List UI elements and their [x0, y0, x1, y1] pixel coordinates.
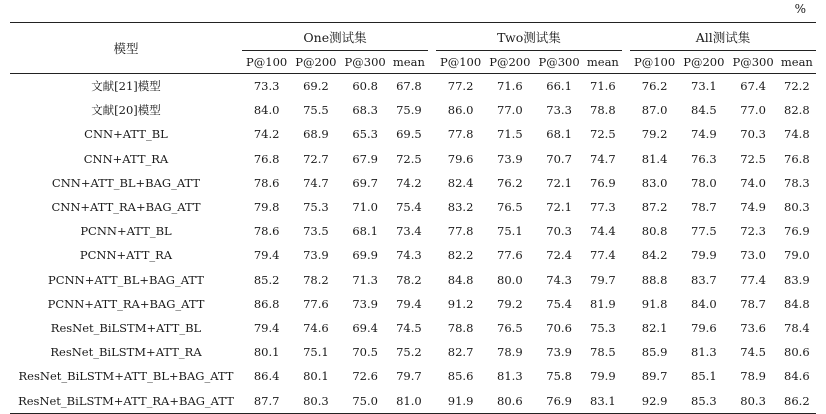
group-gap: [622, 171, 630, 195]
value-cell: 79.8: [253, 200, 280, 215]
value-cell: 79.4: [253, 320, 280, 335]
value-cell: 75.1: [303, 345, 329, 360]
metric-header: P@100: [246, 55, 288, 69]
value-cell: 80.3: [740, 393, 766, 408]
value-cell: 68.9: [303, 127, 329, 142]
group-gap: [428, 364, 436, 388]
value-cell: 69.2: [303, 79, 329, 94]
group-header-row: [10, 23, 816, 51]
model-column-header: 模型: [113, 41, 139, 56]
model-name-cell: 文献[21]模型: [91, 79, 161, 94]
value-cell: 78.8: [447, 320, 474, 335]
metric-header: P@200: [295, 55, 337, 69]
value-cell: 80.8: [641, 224, 668, 239]
group-gap: [622, 268, 630, 292]
table-row: [10, 195, 816, 219]
value-cell: 74.6: [303, 320, 329, 335]
value-cell: 86.4: [253, 369, 280, 384]
value-cell: 73.3: [546, 103, 572, 118]
group-gap: [428, 268, 436, 292]
metric-header: P@100: [440, 55, 482, 69]
group-gap: [622, 74, 630, 99]
model-name-cell: PCNN+ATT_BL: [80, 224, 172, 239]
group-gap: [428, 23, 436, 51]
value-cell: 69.7: [352, 175, 378, 190]
value-cell: 74.7: [590, 151, 616, 166]
value-cell: 75.4: [546, 296, 572, 311]
value-cell: 87.7: [253, 393, 280, 408]
group-gap: [622, 340, 630, 364]
value-cell: 77.4: [590, 248, 616, 263]
table-row: [10, 268, 816, 292]
value-cell: 86.0: [447, 103, 474, 118]
value-cell: 73.4: [396, 224, 422, 239]
value-cell: 87.2: [641, 200, 668, 215]
value-cell: 77.3: [590, 200, 616, 215]
value-cell: 80.6: [497, 393, 523, 408]
group-gap: [428, 51, 436, 74]
metric-header: P@100: [633, 55, 676, 69]
value-cell: 67.9: [352, 151, 378, 166]
value-cell: 83.7: [691, 272, 717, 287]
model-name-cell: ResNet_BiLSTM+ATT_BL+BAG_ATT: [18, 369, 234, 384]
model-name-cell: PCNN+ATT_RA: [79, 248, 173, 263]
value-cell: 73.9: [497, 151, 523, 166]
value-cell: 74.7: [303, 175, 329, 190]
value-cell: 71.5: [497, 127, 523, 142]
value-cell: 73.9: [546, 345, 572, 360]
value-cell: 78.9: [497, 345, 523, 360]
value-cell: 69.5: [396, 127, 422, 142]
group-gap: [622, 195, 630, 219]
value-cell: 75.0: [352, 393, 378, 408]
value-cell: 85.9: [641, 345, 668, 360]
group-gap: [428, 340, 436, 364]
value-cell: 86.8: [253, 296, 280, 311]
value-cell: 84.5: [691, 103, 717, 118]
value-cell: 78.0: [691, 175, 717, 190]
value-cell: 72.4: [546, 248, 572, 263]
group-gap: [622, 147, 630, 171]
value-cell: 74.0: [740, 175, 766, 190]
group-gap: [428, 171, 436, 195]
value-cell: 73.3: [253, 79, 280, 94]
model-name-cell: PCNN+ATT_RA+BAG_ATT: [47, 296, 205, 311]
value-cell: 73.9: [303, 248, 329, 263]
value-cell: 70.3: [546, 224, 572, 239]
group-header-all: All测试集: [630, 23, 816, 51]
value-cell: 74.9: [691, 127, 717, 142]
value-cell: 71.0: [352, 200, 378, 215]
value-cell: 88.8: [641, 272, 668, 287]
model-name-cell: ResNet_BiLSTM+ATT_RA+BAG_ATT: [18, 393, 234, 408]
value-cell: 74.2: [253, 127, 280, 142]
value-cell: 82.8: [784, 103, 810, 118]
metric-header: P@300: [732, 55, 774, 69]
value-cell: 72.1: [546, 200, 572, 215]
table-row: [10, 122, 816, 146]
value-cell: 79.2: [497, 296, 523, 311]
value-cell: 82.4: [447, 175, 474, 190]
metric-header: P@200: [683, 55, 725, 69]
table-row: [10, 364, 816, 388]
value-cell: 84.8: [784, 296, 810, 311]
group-gap: [428, 195, 436, 219]
value-cell: 85.6: [447, 369, 474, 384]
group-gap: [622, 388, 630, 413]
value-cell: 84.2: [641, 248, 668, 263]
value-cell: 69.9: [352, 248, 378, 263]
value-cell: 72.3: [740, 224, 766, 239]
model-name-cell: ResNet_BiLSTM+ATT_RA: [50, 345, 202, 360]
value-cell: 79.2: [641, 127, 668, 142]
value-cell: 84.6: [784, 369, 810, 384]
value-cell: 84.0: [253, 103, 280, 118]
table-row: [10, 292, 816, 316]
value-cell: 79.9: [590, 369, 616, 384]
value-cell: 78.4: [784, 320, 810, 335]
value-cell: 78.7: [691, 200, 717, 215]
value-cell: 78.8: [590, 103, 616, 118]
value-cell: 75.1: [497, 224, 523, 239]
group-gap: [428, 98, 436, 122]
group-gap: [428, 147, 436, 171]
value-cell: 73.5: [303, 224, 329, 239]
value-cell: 76.2: [641, 79, 668, 94]
value-cell: 72.1: [546, 175, 572, 190]
value-cell: 84.8: [447, 272, 474, 287]
value-cell: 73.1: [691, 79, 717, 94]
value-cell: 67.4: [740, 79, 766, 94]
value-cell: 85.2: [253, 272, 280, 287]
value-cell: 80.3: [303, 393, 329, 408]
value-cell: 81.3: [497, 369, 523, 384]
value-cell: 77.8: [447, 127, 474, 142]
value-cell: 80.6: [784, 345, 810, 360]
value-cell: 72.5: [740, 151, 766, 166]
group-gap: [428, 316, 436, 340]
group-gap: [428, 292, 436, 316]
value-cell: 83.2: [447, 200, 474, 215]
value-cell: 77.5: [691, 224, 717, 239]
metric-header: P@200: [489, 55, 531, 69]
value-cell: 79.7: [590, 272, 616, 287]
metric-header: mean: [586, 55, 619, 69]
value-cell: 72.5: [396, 151, 422, 166]
model-name-cell: CNN+ATT_RA+BAG_ATT: [51, 200, 201, 215]
group-header-one: One测试集: [242, 23, 428, 51]
group-gap: [622, 51, 630, 74]
value-cell: 76.5: [497, 200, 523, 215]
value-cell: 80.1: [253, 345, 280, 360]
value-cell: 77.6: [303, 296, 329, 311]
value-cell: 75.9: [396, 103, 422, 118]
value-cell: 78.2: [396, 272, 422, 287]
value-cell: 72.2: [784, 79, 810, 94]
value-cell: 78.5: [590, 345, 616, 360]
value-cell: 81.4: [641, 151, 668, 166]
value-cell: 73.9: [352, 296, 378, 311]
value-cell: 77.0: [497, 103, 523, 118]
value-cell: 66.1: [546, 79, 572, 94]
value-cell: 73.6: [740, 320, 766, 335]
value-cell: 79.6: [447, 151, 474, 166]
table-row: [10, 171, 816, 195]
value-cell: 75.3: [590, 320, 616, 335]
value-cell: 83.1: [590, 393, 616, 408]
group-gap: [428, 74, 436, 99]
model-name-cell: 文献[20]模型: [91, 103, 161, 118]
group-gap: [622, 23, 630, 51]
group-gap: [428, 243, 436, 267]
value-cell: 78.6: [253, 224, 280, 239]
value-cell: 76.3: [691, 151, 717, 166]
value-cell: 79.9: [691, 248, 717, 263]
group-gap: [622, 219, 630, 243]
group-gap: [428, 122, 436, 146]
group-gap: [428, 219, 436, 243]
value-cell: 89.7: [641, 369, 668, 384]
value-cell: 76.8: [253, 151, 280, 166]
value-cell: 79.0: [784, 248, 810, 263]
value-cell: 91.2: [447, 296, 474, 311]
value-cell: 81.9: [590, 296, 616, 311]
value-cell: 81.0: [396, 393, 422, 408]
table-row: [10, 98, 816, 122]
value-cell: 60.8: [352, 79, 378, 94]
value-cell: 75.5: [303, 103, 329, 118]
group-gap: [622, 122, 630, 146]
value-cell: 77.4: [740, 272, 766, 287]
value-cell: 74.8: [784, 127, 810, 142]
value-cell: 68.1: [352, 224, 378, 239]
table-row: [10, 243, 816, 267]
metric-header: P@300: [344, 55, 386, 69]
value-cell: 75.8: [546, 369, 572, 384]
value-cell: 76.8: [784, 151, 810, 166]
table-row: [10, 316, 816, 340]
group-gap: [622, 316, 630, 340]
value-cell: 78.7: [740, 296, 766, 311]
value-cell: 67.8: [396, 79, 422, 94]
metric-header: P@300: [538, 55, 580, 69]
value-cell: 76.2: [497, 175, 523, 190]
value-cell: 71.6: [590, 79, 616, 94]
value-cell: 85.3: [691, 393, 717, 408]
value-cell: 70.3: [740, 127, 766, 142]
value-cell: 76.9: [784, 224, 810, 239]
model-name-cell: CNN+ATT_BL+BAG_ATT: [51, 175, 201, 190]
group-gap: [428, 388, 436, 413]
value-cell: 74.4: [590, 224, 616, 239]
value-cell: 76.9: [546, 393, 572, 408]
metric-header: mean: [392, 55, 425, 69]
value-cell: 92.9: [641, 393, 668, 408]
value-cell: 76.5: [497, 320, 523, 335]
value-cell: 78.3: [784, 175, 810, 190]
value-cell: 74.3: [396, 248, 422, 263]
table-row: [10, 147, 816, 171]
value-cell: 74.5: [396, 320, 422, 335]
value-cell: 86.2: [784, 393, 810, 408]
group-gap: [622, 292, 630, 316]
value-cell: 74.3: [546, 272, 572, 287]
table-row: [10, 340, 816, 364]
group-gap: [622, 243, 630, 267]
value-cell: 82.1: [641, 320, 668, 335]
value-cell: 77.6: [497, 248, 523, 263]
value-cell: 75.4: [396, 200, 422, 215]
model-name-cell: CNN+ATT_BL: [84, 127, 168, 142]
value-cell: 78.6: [253, 175, 280, 190]
value-cell: 77.2: [447, 79, 474, 94]
unit-label: %: [794, 2, 806, 16]
value-cell: 83.9: [784, 272, 810, 287]
value-cell: 73.0: [740, 248, 766, 263]
table-row: [10, 388, 816, 413]
value-cell: 70.6: [546, 320, 572, 335]
value-cell: 74.5: [740, 345, 766, 360]
value-cell: 68.1: [546, 127, 572, 142]
model-name-cell: ResNet_BiLSTM+ATT_BL: [50, 320, 202, 335]
value-cell: 82.2: [447, 248, 474, 263]
value-cell: 81.3: [691, 345, 717, 360]
value-cell: 72.5: [590, 127, 616, 142]
results-table: [10, 22, 816, 414]
value-cell: 79.4: [396, 296, 422, 311]
group-header-two: Two测试集: [436, 23, 622, 51]
value-cell: 77.0: [740, 103, 766, 118]
value-cell: 71.6: [497, 79, 523, 94]
value-cell: 65.3: [352, 127, 378, 142]
value-cell: 75.3: [303, 200, 329, 215]
value-cell: 91.8: [641, 296, 668, 311]
model-name-cell: PCNN+ATT_BL+BAG_ATT: [48, 272, 204, 287]
value-cell: 85.1: [691, 369, 717, 384]
value-cell: 72.7: [303, 151, 329, 166]
table-row: [10, 219, 816, 243]
value-cell: 87.0: [641, 103, 668, 118]
value-cell: 78.9: [740, 369, 766, 384]
value-cell: 80.0: [497, 272, 523, 287]
table-body: [10, 74, 816, 414]
value-cell: 74.2: [396, 175, 422, 190]
value-cell: 79.7: [396, 369, 422, 384]
value-cell: 68.3: [352, 103, 378, 118]
value-cell: 80.1: [303, 369, 329, 384]
metric-header: mean: [780, 55, 813, 69]
value-cell: 78.2: [303, 272, 329, 287]
value-cell: 75.2: [396, 345, 422, 360]
value-cell: 80.3: [784, 200, 810, 215]
value-cell: 84.0: [691, 296, 717, 311]
value-cell: 69.4: [352, 320, 378, 335]
value-cell: 79.4: [253, 248, 280, 263]
value-cell: 79.6: [691, 320, 717, 335]
value-cell: 77.8: [447, 224, 474, 239]
value-cell: 71.3: [352, 272, 378, 287]
group-gap: [622, 364, 630, 388]
value-cell: 70.7: [546, 151, 572, 166]
value-cell: 83.0: [641, 175, 668, 190]
value-cell: 70.5: [352, 345, 378, 360]
value-cell: 91.9: [447, 393, 474, 408]
model-name-cell: CNN+ATT_RA: [83, 151, 169, 166]
value-cell: 82.7: [447, 345, 474, 360]
group-gap: [622, 98, 630, 122]
value-cell: 72.6: [352, 369, 378, 384]
value-cell: 76.9: [590, 175, 616, 190]
table-row: [10, 74, 816, 99]
value-cell: 74.9: [740, 200, 766, 215]
